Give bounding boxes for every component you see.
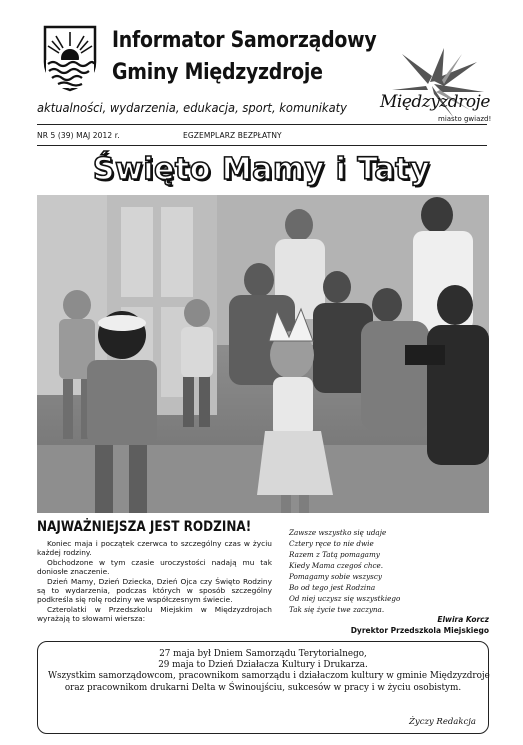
event-photo [37,195,489,513]
header-rule-top [37,124,487,125]
article-body [37,539,272,624]
issue-number: NR 5 (39) MAJ 2012 r. [37,131,120,140]
author-role: Dyrektor Przedszkola Miejskiego [350,626,489,635]
poem-line: Bo od tego jest Rodzina [289,583,376,592]
greetings-line: oraz pracownikom drukarni Delta w Świnoujściu, sukcesów w pracy i w życiu osobistym. [64,682,462,693]
article-paragraph: Koniec maja i początek czerwca to szczególny czas w życiu każdej rodziny. [37,539,272,558]
poem-line: Pomagamy sobie wszyscy [289,572,382,581]
article-paragraph: Dzień Mamy, Dzień Dziecka, Dzień Ojca czy Święto Rodziny są to wydarzenia, podczas których w sposób szczególny podkreśla się rolę rodziny we współczesnym świecie. [37,576,272,605]
greetings-line: Wszystkim samorządowcom, pracownikom samorządu i działaczom kultury w gminie Międzyzdroje [48,671,490,682]
poem-line: Od niej uczysz się wszystkiego [289,594,401,603]
greetings-line: 29 maja to Dzień Działacza Kultury i Drukarza. [158,660,368,671]
logo-tagline: miasto gwiazd! [438,115,492,123]
main-headline: Święto Mamy i Taty [92,152,431,187]
free-copy-note: EGZEMPLARZ BEZPŁATNY [183,131,282,140]
author-name: Elwira Korcz [437,615,489,624]
greetings-line: 27 maja był Dniem Samorządu Terytorialnego, [159,649,367,659]
greetings-signature: Życzy Redakcja [408,717,476,727]
poem-line: Kiedy Mama czegoś chce. [289,561,384,570]
poem-line: Cztery ręce to nie dwie [289,539,374,548]
article-paragraph: Czterolatki w Przedszkolu Miejskim w Międzyzdrojach wyrażają to słowami wiersza: [37,604,272,624]
poem-line: Zawsze wszystko się udaje [289,528,387,537]
poem-line: Razem z Tatą pomagamy [289,550,380,559]
greetings-box [37,641,489,734]
article-title: NAJWAŻNIEJSZA JEST RODZINA! [37,519,252,535]
publication-title-line1: Informator Samorządowy [112,28,377,53]
coat-of-arms-icon [42,24,98,92]
header-rule-bottom [37,145,487,146]
publication-subtitle: aktualności, wydarzenia, edukacja, sport, komunikaty [37,100,347,115]
publication-title-line2: Gminy Międzyzdroje [112,60,323,85]
poem-line: Tak się życie twe zaczyna. [289,605,385,614]
article-paragraph: Obchodzone w tym czasie uroczystości nadają mu tak doniosłe znaczenie. [37,557,272,577]
poem [289,527,489,615]
logo-wordmark: Międzyzdroje [380,92,490,112]
